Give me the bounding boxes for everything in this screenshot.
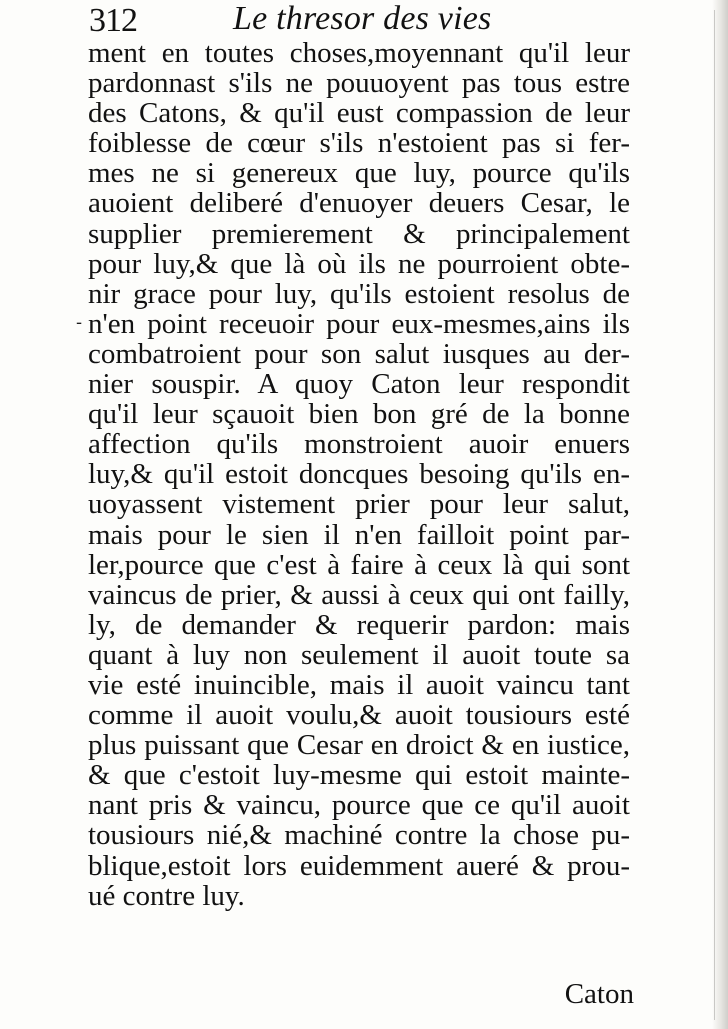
text-line: des Catons, & qu'il eust compassion de leur xyxy=(88,97,630,130)
text-line: nier souspir. A quoy Caton leur respondit xyxy=(88,368,630,401)
text-line: comme il auoit voulu,& auoit tousiours esté xyxy=(88,699,630,732)
text-line: ué contre luy. xyxy=(88,879,245,912)
text-line: quant à luy non seulement il auoit toute sa xyxy=(88,638,630,671)
text-line: uoyassent vistement prier pour leur salut, xyxy=(88,488,630,521)
text-line: auoient deliberé d'enuoyer deuers Cesar, le xyxy=(88,187,630,220)
body-text xyxy=(88,38,630,911)
text-line: foiblesse de cœur s'ils n'estoient pas si fer- xyxy=(88,127,630,160)
text-line: vie esté inuincible, mais il auoit vaincu tant xyxy=(88,668,630,701)
text-line: ment en toutes choses,moyennant qu'il leur xyxy=(88,37,630,69)
text-line: mais pour le sien il n'en failloit point par- xyxy=(88,518,630,551)
text-line: plus puissant que Cesar en droict & en iustice, xyxy=(88,729,630,762)
text-line: luy,& qu'il estoit doncques besoing qu'ils en- xyxy=(88,458,630,491)
text-line: pardonnast s'ils ne pouuoyent pas tous estre xyxy=(88,67,630,100)
text-line: pour luy,& que là où ils ne pourroient obte- xyxy=(88,247,630,280)
text-line: mes ne si genereux que luy, pource qu'ils xyxy=(88,157,630,190)
text-line: affection qu'ils monstroient auoir enuers xyxy=(88,428,630,461)
text-line: & que c'estoit luy-mesme qui estoit mainte- xyxy=(88,759,630,792)
text-line: tousiours nié,& machiné contre la chose pu- xyxy=(88,819,630,852)
text-line: nir grace pour luy, qu'ils estoient resolus de xyxy=(88,277,630,310)
text-line: qu'il leur sçauoit bien bon gré de la bonne xyxy=(88,398,630,431)
text-line: vaincus de prier, & aussi à ceux qui ont failly, xyxy=(88,578,630,611)
page-number: 312 xyxy=(89,2,137,39)
page-header xyxy=(87,0,647,40)
text-line: blique,estoit lors euidemment aueré & prou- xyxy=(88,849,630,882)
text-line: supplier premierement & principalement xyxy=(88,217,630,250)
text-line: ly, de demander & requerir pardon: mais xyxy=(88,608,630,641)
text-line: n'en point receuoir pour eux-mesmes,ains ils xyxy=(88,307,630,340)
text-line: combatroient pour son salut iusques au der- xyxy=(88,337,630,370)
binding-line xyxy=(714,10,715,1020)
text-line: nant pris & vaincu, pource que ce qu'il auoit xyxy=(88,789,630,822)
text-line: ler,pource que c'est à faire à ceux là qui sont xyxy=(88,548,630,581)
running-title: Le thresor des vies xyxy=(233,0,492,37)
catchword: Caton xyxy=(564,978,634,1010)
margin-mark: - xyxy=(76,312,83,333)
